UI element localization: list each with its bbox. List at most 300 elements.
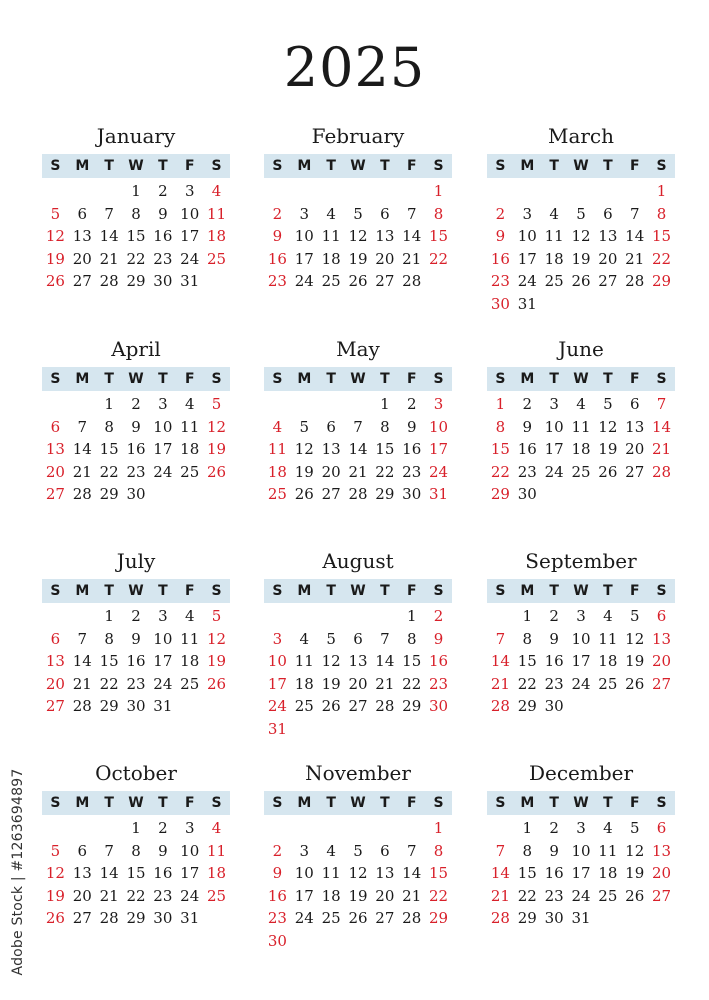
- day-cell: 17: [180, 864, 200, 883]
- stock-watermark: [4, 752, 32, 992]
- day-cell: 6: [50, 417, 61, 436]
- day-cell: 11: [294, 652, 314, 671]
- weekday-label: S: [211, 583, 222, 599]
- weekday-label: T: [549, 371, 559, 387]
- day-cell: 26: [625, 886, 645, 905]
- day-cell: 23: [126, 674, 146, 693]
- empty-cell: [42, 817, 69, 840]
- weekday-label: S: [50, 158, 61, 174]
- weekday-label: T: [158, 158, 168, 174]
- day-cell: 27: [321, 485, 341, 504]
- day-cell: 19: [45, 249, 65, 268]
- weekday-label: F: [406, 371, 417, 387]
- day-cell: 7: [495, 841, 506, 860]
- day-cell: 29: [517, 697, 537, 716]
- weekday-label: T: [104, 795, 114, 811]
- day-cell: 30: [544, 697, 564, 716]
- weekday-label: T: [549, 583, 559, 599]
- empty-cell: [96, 180, 123, 203]
- weekday-label: S: [495, 371, 506, 387]
- day-cell: 15: [402, 652, 422, 671]
- day-cell: 15: [517, 652, 537, 671]
- weekday-label: T: [104, 158, 114, 174]
- day-cell: 13: [625, 417, 645, 436]
- day-cell: 14: [625, 227, 645, 246]
- weekday-label: M: [297, 583, 312, 599]
- day-cell: 4: [603, 819, 613, 837]
- day-cell: 19: [625, 652, 645, 671]
- weekday-label: M: [520, 158, 535, 174]
- empty-cell: [42, 180, 69, 203]
- day-cell: 13: [598, 227, 618, 246]
- day-cell: 2: [549, 819, 559, 837]
- day-cell: 4: [603, 607, 613, 625]
- day-cell: 19: [294, 462, 314, 481]
- empty-cell: [594, 180, 621, 203]
- day-cell: 10: [267, 652, 287, 671]
- weekday-header: [487, 579, 675, 603]
- day-cell: 28: [625, 272, 645, 291]
- empty-cell: [264, 180, 291, 203]
- month-name: May: [336, 337, 380, 361]
- day-cell: 5: [50, 841, 61, 860]
- day-cell: 22: [429, 886, 449, 905]
- day-cell: 25: [267, 485, 287, 504]
- day-cell: 1: [104, 395, 114, 413]
- day-cell: 17: [153, 652, 173, 671]
- day-cell: 18: [180, 652, 200, 671]
- day-cell: 3: [158, 395, 168, 413]
- month-october: [42, 761, 230, 930]
- day-cell: 17: [180, 227, 200, 246]
- day-cell: 22: [517, 674, 537, 693]
- day-cell: 22: [126, 249, 146, 268]
- day-grid: [42, 180, 230, 293]
- day-cell: 7: [77, 629, 88, 648]
- day-cell: 28: [99, 909, 119, 928]
- day-cell: 18: [571, 440, 591, 459]
- day-cell: 11: [544, 227, 564, 246]
- weekday-header: [42, 367, 230, 391]
- day-cell: 8: [495, 417, 506, 436]
- day-cell: 14: [375, 652, 395, 671]
- day-cell: 21: [72, 674, 92, 693]
- day-cell: 16: [267, 886, 287, 905]
- day-cell: 6: [380, 841, 390, 860]
- day-cell: 9: [522, 417, 533, 436]
- day-cell: 16: [544, 652, 564, 671]
- day-cell: 11: [598, 629, 618, 648]
- day-cell: 13: [72, 864, 92, 883]
- day-cell: 18: [598, 652, 618, 671]
- day-cell: 2: [272, 841, 283, 860]
- day-cell: 30: [517, 485, 537, 504]
- weekday-label: S: [272, 158, 283, 174]
- day-cell: 22: [402, 674, 422, 693]
- weekday-label: T: [326, 583, 336, 599]
- day-cell: 1: [380, 395, 390, 413]
- weekday-label: T: [380, 158, 390, 174]
- empty-cell: [42, 605, 69, 628]
- weekday-label: T: [549, 158, 559, 174]
- weekday-label: T: [380, 371, 390, 387]
- day-cell: 21: [348, 462, 368, 481]
- day-cell: 21: [490, 674, 510, 693]
- day-cell: 15: [429, 864, 449, 883]
- day-cell: 20: [375, 249, 395, 268]
- day-cell: 27: [598, 272, 618, 291]
- day-cell: 30: [429, 697, 449, 716]
- day-cell: 19: [598, 440, 618, 459]
- day-cell: 6: [326, 417, 336, 436]
- day-cell: 3: [184, 819, 195, 837]
- month-november: [264, 761, 452, 953]
- day-cell: 2: [433, 607, 444, 625]
- day-cell: 20: [72, 886, 92, 905]
- day-cell: 21: [652, 440, 672, 459]
- day-cell: 17: [294, 249, 314, 268]
- day-cell: 22: [652, 249, 672, 268]
- day-cell: 21: [99, 249, 119, 268]
- day-cell: 15: [99, 440, 119, 459]
- day-cell: 9: [406, 417, 417, 436]
- day-cell: 29: [126, 909, 146, 928]
- weekday-label: W: [350, 158, 366, 174]
- empty-cell: [345, 180, 372, 203]
- weekday-header: [487, 154, 675, 178]
- day-cell: 26: [321, 697, 341, 716]
- weekday-label: S: [433, 795, 444, 811]
- day-cell: 27: [45, 485, 65, 504]
- day-cell: 13: [45, 440, 65, 459]
- weekday-label: F: [629, 583, 640, 599]
- day-cell: 24: [153, 462, 173, 481]
- day-cell: 12: [598, 417, 618, 436]
- day-cell: 26: [207, 462, 227, 481]
- day-cell: 27: [375, 909, 395, 928]
- weekday-label: F: [406, 158, 417, 174]
- empty-cell: [291, 817, 318, 840]
- day-cell: 6: [603, 204, 613, 223]
- empty-cell: [371, 605, 398, 628]
- day-cell: 8: [656, 204, 667, 223]
- day-cell: 27: [72, 272, 92, 291]
- day-cell: 16: [153, 227, 173, 246]
- day-cell: 29: [490, 485, 510, 504]
- day-cell: 14: [490, 652, 510, 671]
- day-cell: 23: [153, 249, 173, 268]
- day-cell: 30: [267, 931, 287, 950]
- weekday-label: T: [104, 371, 114, 387]
- day-cell: 15: [126, 864, 146, 883]
- empty-cell: [69, 180, 96, 203]
- day-cell: 25: [544, 272, 564, 291]
- day-cell: 1: [495, 395, 506, 413]
- day-cell: 5: [629, 607, 640, 625]
- day-cell: 29: [126, 272, 146, 291]
- day-cell: 14: [99, 227, 119, 246]
- day-cell: 3: [522, 204, 533, 223]
- day-cell: 13: [375, 864, 395, 883]
- day-cell: 1: [131, 182, 141, 200]
- day-cell: 3: [549, 395, 559, 413]
- day-cell: 15: [490, 440, 510, 459]
- weekday-label: F: [629, 795, 640, 811]
- day-cell: 2: [495, 204, 506, 223]
- empty-cell: [42, 393, 69, 416]
- weekday-label: W: [128, 158, 144, 174]
- weekday-label: T: [549, 795, 559, 811]
- day-cell: 10: [517, 227, 537, 246]
- day-cell: 24: [180, 886, 200, 905]
- day-cell: 16: [126, 652, 146, 671]
- day-cell: 28: [402, 909, 422, 928]
- day-grid: [264, 605, 452, 741]
- day-cell: 9: [495, 227, 506, 246]
- day-cell: 7: [406, 204, 417, 223]
- day-cell: 19: [625, 864, 645, 883]
- month-name: November: [305, 761, 411, 785]
- day-cell: 25: [321, 272, 341, 291]
- day-cell: 10: [153, 629, 173, 648]
- day-cell: 8: [522, 841, 533, 860]
- day-cell: 31: [267, 719, 287, 738]
- day-cell: 2: [549, 607, 559, 625]
- day-cell: 20: [625, 440, 645, 459]
- day-cell: 9: [158, 204, 168, 223]
- day-cell: 18: [207, 227, 227, 246]
- day-cell: 5: [629, 819, 640, 837]
- month-name: July: [116, 549, 156, 573]
- day-cell: 4: [184, 395, 195, 413]
- day-cell: 8: [433, 841, 444, 860]
- day-cell: 9: [433, 629, 444, 648]
- day-cell: 7: [353, 417, 363, 436]
- day-cell: 26: [207, 674, 227, 693]
- weekday-header: [264, 154, 452, 178]
- empty-cell: [345, 393, 372, 416]
- day-cell: 12: [45, 227, 65, 246]
- day-cell: 26: [625, 674, 645, 693]
- day-cell: 11: [180, 629, 200, 648]
- day-cell: 5: [603, 395, 613, 413]
- day-cell: 18: [180, 440, 200, 459]
- month-january: [42, 124, 230, 293]
- day-cell: 28: [402, 272, 422, 291]
- empty-cell: [318, 393, 345, 416]
- month-february: [264, 124, 452, 293]
- day-cell: 19: [45, 886, 65, 905]
- day-cell: 6: [380, 204, 390, 223]
- weekday-label: S: [272, 795, 283, 811]
- weekday-label: T: [326, 158, 336, 174]
- day-cell: 7: [380, 629, 390, 648]
- day-cell: 13: [321, 440, 341, 459]
- day-cell: 14: [402, 864, 422, 883]
- weekday-header: [264, 579, 452, 603]
- day-cell: 11: [267, 440, 287, 459]
- day-cell: 5: [326, 629, 336, 648]
- day-cell: 26: [348, 909, 368, 928]
- weekday-label: W: [573, 371, 589, 387]
- empty-cell: [345, 817, 372, 840]
- weekday-label: F: [184, 158, 195, 174]
- day-cell: 29: [517, 909, 537, 928]
- day-cell: 7: [495, 629, 506, 648]
- watermark-text: Adobe Stock | #1263694897: [10, 768, 26, 976]
- day-cell: 14: [348, 440, 368, 459]
- day-cell: 27: [625, 462, 645, 481]
- day-cell: 31: [153, 697, 173, 716]
- weekday-label: S: [433, 158, 444, 174]
- day-cell: 6: [629, 395, 640, 413]
- day-cell: 24: [294, 909, 314, 928]
- day-cell: 10: [429, 417, 449, 436]
- day-cell: 9: [549, 629, 559, 648]
- weekday-label: S: [272, 371, 283, 387]
- day-cell: 20: [321, 462, 341, 481]
- day-cell: 29: [99, 485, 119, 504]
- day-cell: 16: [544, 864, 564, 883]
- weekday-label: W: [128, 371, 144, 387]
- day-cell: 10: [294, 227, 314, 246]
- weekday-label: F: [406, 795, 417, 811]
- day-cell: 7: [629, 204, 640, 223]
- day-cell: 12: [207, 417, 227, 436]
- day-cell: 23: [544, 886, 564, 905]
- month-december: [487, 761, 675, 930]
- day-cell: 31: [517, 294, 537, 313]
- day-cell: 15: [652, 227, 672, 246]
- empty-cell: [291, 605, 318, 628]
- day-cell: 23: [544, 674, 564, 693]
- day-cell: 2: [131, 395, 141, 413]
- weekday-label: M: [75, 371, 90, 387]
- day-cell: 25: [207, 249, 227, 268]
- day-cell: 14: [652, 417, 672, 436]
- weekday-label: F: [629, 371, 640, 387]
- day-cell: 21: [375, 674, 395, 693]
- day-cell: 3: [576, 607, 586, 625]
- day-cell: 5: [211, 395, 222, 413]
- day-cell: 6: [77, 841, 88, 860]
- day-cell: 25: [598, 674, 618, 693]
- day-cell: 23: [267, 272, 287, 291]
- day-cell: 3: [576, 819, 586, 837]
- day-cell: 5: [353, 841, 363, 860]
- weekday-label: T: [326, 795, 336, 811]
- day-cell: 9: [272, 864, 283, 883]
- day-grid: [487, 605, 675, 718]
- day-cell: 27: [652, 674, 672, 693]
- day-cell: 22: [99, 674, 119, 693]
- weekday-label: M: [520, 795, 535, 811]
- day-cell: 20: [652, 652, 672, 671]
- day-grid: [487, 817, 675, 930]
- day-cell: 1: [522, 607, 533, 625]
- day-cell: 8: [380, 417, 390, 436]
- day-cell: 24: [517, 272, 537, 291]
- month-name: October: [95, 761, 177, 785]
- day-cell: 4: [184, 607, 195, 625]
- weekday-label: F: [184, 371, 195, 387]
- day-cell: 20: [652, 864, 672, 883]
- day-cell: 25: [294, 697, 314, 716]
- weekday-label: F: [184, 583, 195, 599]
- day-cell: 12: [294, 440, 314, 459]
- day-cell: 30: [544, 909, 564, 928]
- day-cell: 22: [517, 886, 537, 905]
- day-cell: 13: [652, 629, 672, 648]
- weekday-label: S: [656, 158, 667, 174]
- empty-cell: [318, 180, 345, 203]
- day-cell: 23: [153, 886, 173, 905]
- weekday-header: [42, 579, 230, 603]
- weekday-label: S: [211, 795, 222, 811]
- month-name: January: [96, 124, 176, 148]
- day-cell: 9: [131, 417, 141, 436]
- day-cell: 19: [348, 886, 368, 905]
- day-cell: 19: [571, 249, 591, 268]
- day-cell: 12: [45, 864, 65, 883]
- day-cell: 15: [99, 652, 119, 671]
- day-cell: 29: [652, 272, 672, 291]
- day-cell: 5: [50, 204, 61, 223]
- day-cell: 25: [180, 674, 200, 693]
- day-cell: 23: [267, 909, 287, 928]
- weekday-label: S: [495, 158, 506, 174]
- day-cell: 1: [406, 607, 417, 625]
- empty-cell: [318, 605, 345, 628]
- day-cell: 28: [99, 272, 119, 291]
- day-cell: 5: [211, 607, 222, 625]
- day-cell: 4: [549, 204, 559, 223]
- day-cell: 10: [571, 629, 591, 648]
- day-cell: 6: [353, 629, 363, 648]
- month-june: [487, 337, 675, 506]
- day-grid: [264, 180, 452, 293]
- day-cell: 4: [272, 417, 283, 436]
- day-cell: 24: [294, 272, 314, 291]
- weekday-label: W: [128, 795, 144, 811]
- day-cell: 29: [375, 485, 395, 504]
- day-cell: 5: [576, 204, 586, 223]
- day-cell: 20: [72, 249, 92, 268]
- day-cell: 9: [549, 841, 559, 860]
- day-cell: 27: [348, 697, 368, 716]
- weekday-label: T: [104, 583, 114, 599]
- month-name: April: [111, 337, 161, 361]
- day-cell: 16: [517, 440, 537, 459]
- day-cell: 16: [267, 249, 287, 268]
- day-cell: 10: [153, 417, 173, 436]
- day-cell: 14: [402, 227, 422, 246]
- day-cell: 29: [429, 909, 449, 928]
- month-august: [264, 549, 452, 741]
- day-cell: 29: [99, 697, 119, 716]
- day-cell: 30: [126, 485, 146, 504]
- day-cell: 20: [348, 674, 368, 693]
- day-cell: 23: [402, 462, 422, 481]
- day-cell: 23: [126, 462, 146, 481]
- day-cell: 1: [104, 607, 114, 625]
- day-cell: 26: [571, 272, 591, 291]
- weekday-label: W: [573, 583, 589, 599]
- day-cell: 3: [272, 629, 283, 648]
- empty-cell: [487, 605, 514, 628]
- weekday-label: S: [272, 583, 283, 599]
- year-title: 2025: [283, 36, 426, 99]
